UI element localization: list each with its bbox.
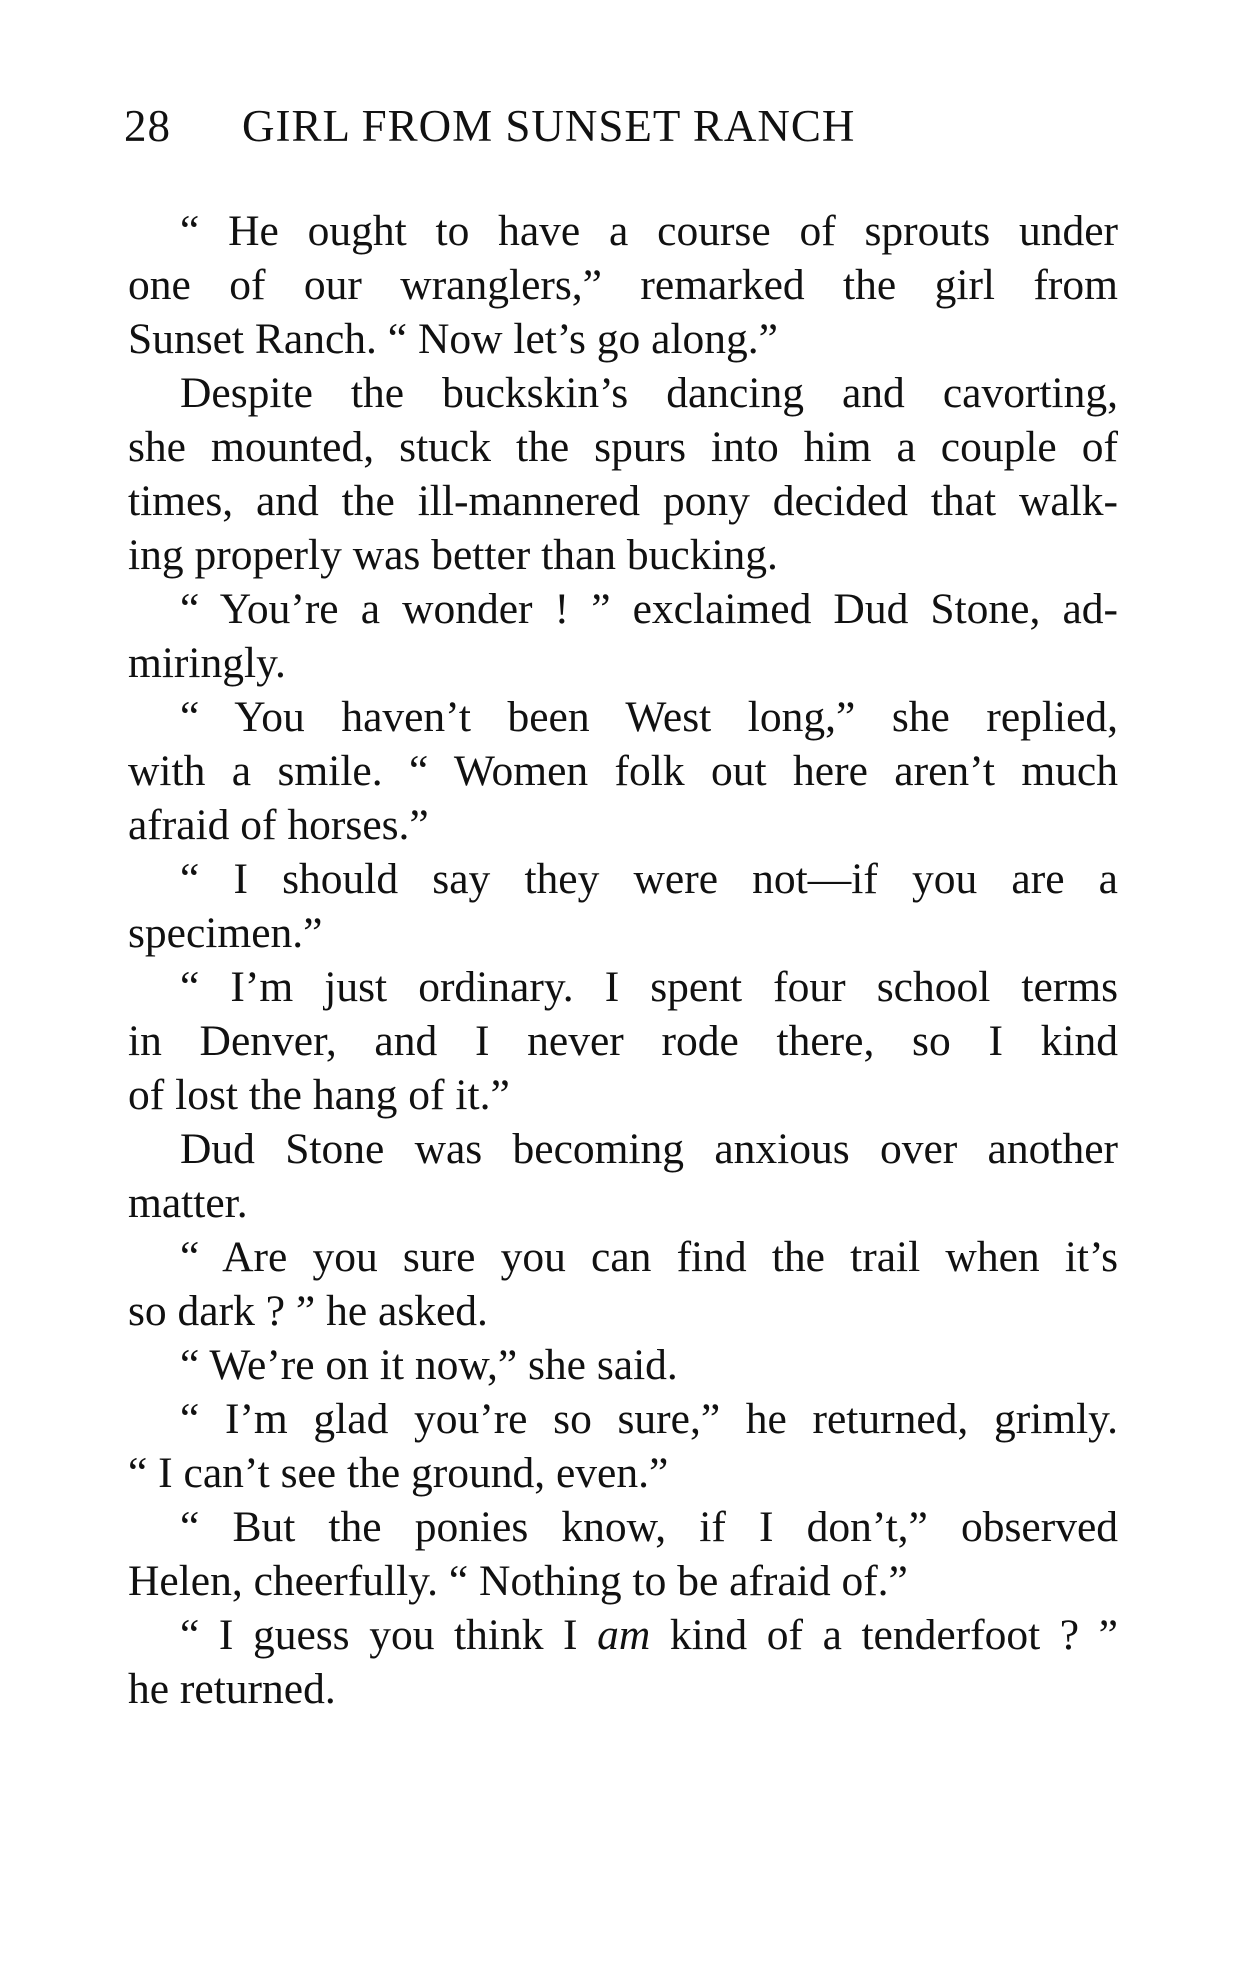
text-line: Helen, cheerfully. “ Nothing to be afraid of.” bbox=[128, 1557, 908, 1605]
running-head bbox=[124, 100, 1124, 152]
italic-word: am bbox=[597, 1611, 651, 1659]
text-line: afraid of horses.” bbox=[128, 801, 429, 849]
text-line: one of our wranglers,” remarked the girl from bbox=[128, 261, 1118, 309]
text-line: “ But the ponies know, if I don’t,” observed bbox=[180, 1503, 1118, 1551]
text-line: “ I can’t see the ground, even.” bbox=[128, 1449, 669, 1497]
text-line: with a smile. “ Women folk out here aren’t much bbox=[128, 747, 1118, 795]
text-run: kind of a tenderfoot ? ” bbox=[650, 1611, 1118, 1659]
text-line: he returned. bbox=[128, 1665, 336, 1713]
text-line: matter. bbox=[128, 1179, 248, 1227]
text-line: “ He ought to have a course of sprouts under bbox=[180, 207, 1118, 255]
text-line: times, and the ill-mannered pony decided that walk- bbox=[128, 477, 1118, 525]
page-number: 28 bbox=[124, 101, 171, 151]
text-run: “ I guess you think I bbox=[180, 1611, 598, 1659]
text-line bbox=[128, 1608, 1118, 1662]
text-line: “ I’m just ordinary. I spent four school terms bbox=[180, 963, 1118, 1011]
text-line: of lost the hang of it.” bbox=[128, 1071, 510, 1119]
text-line: “ You haven’t been West long,” she replied, bbox=[180, 693, 1118, 741]
text-line: “ We’re on it now,” she said. bbox=[180, 1341, 678, 1389]
text-line: in Denver, and I never rode there, so I kind bbox=[128, 1017, 1118, 1065]
text-line: “ I should say they were not—if you are a bbox=[180, 855, 1118, 903]
text-line: she mounted, stuck the spurs into him a couple of bbox=[128, 423, 1118, 471]
text-line: “ I’m glad you’re so sure,” he returned, grimly. bbox=[180, 1395, 1118, 1443]
text-line: Dud Stone was becoming anxious over another bbox=[180, 1125, 1118, 1173]
text-line: Sunset Ranch. “ Now let’s go along.” bbox=[128, 315, 778, 363]
text-line: “ Are you sure you can find the trail when it’s bbox=[180, 1233, 1118, 1281]
body-text bbox=[128, 204, 1118, 1716]
text-line: so dark ? ” he asked. bbox=[128, 1287, 488, 1335]
text-line: ing properly was better than bucking. bbox=[128, 531, 778, 579]
text-line: specimen.” bbox=[128, 909, 323, 957]
text-line: Despite the buckskin’s dancing and cavorting, bbox=[180, 369, 1118, 417]
text-line: miringly. bbox=[128, 639, 286, 687]
running-title: GIRL FROM SUNSET RANCH bbox=[242, 101, 856, 151]
text-line: “ You’re a wonder ! ” exclaimed Dud Stone, ad- bbox=[180, 585, 1118, 633]
